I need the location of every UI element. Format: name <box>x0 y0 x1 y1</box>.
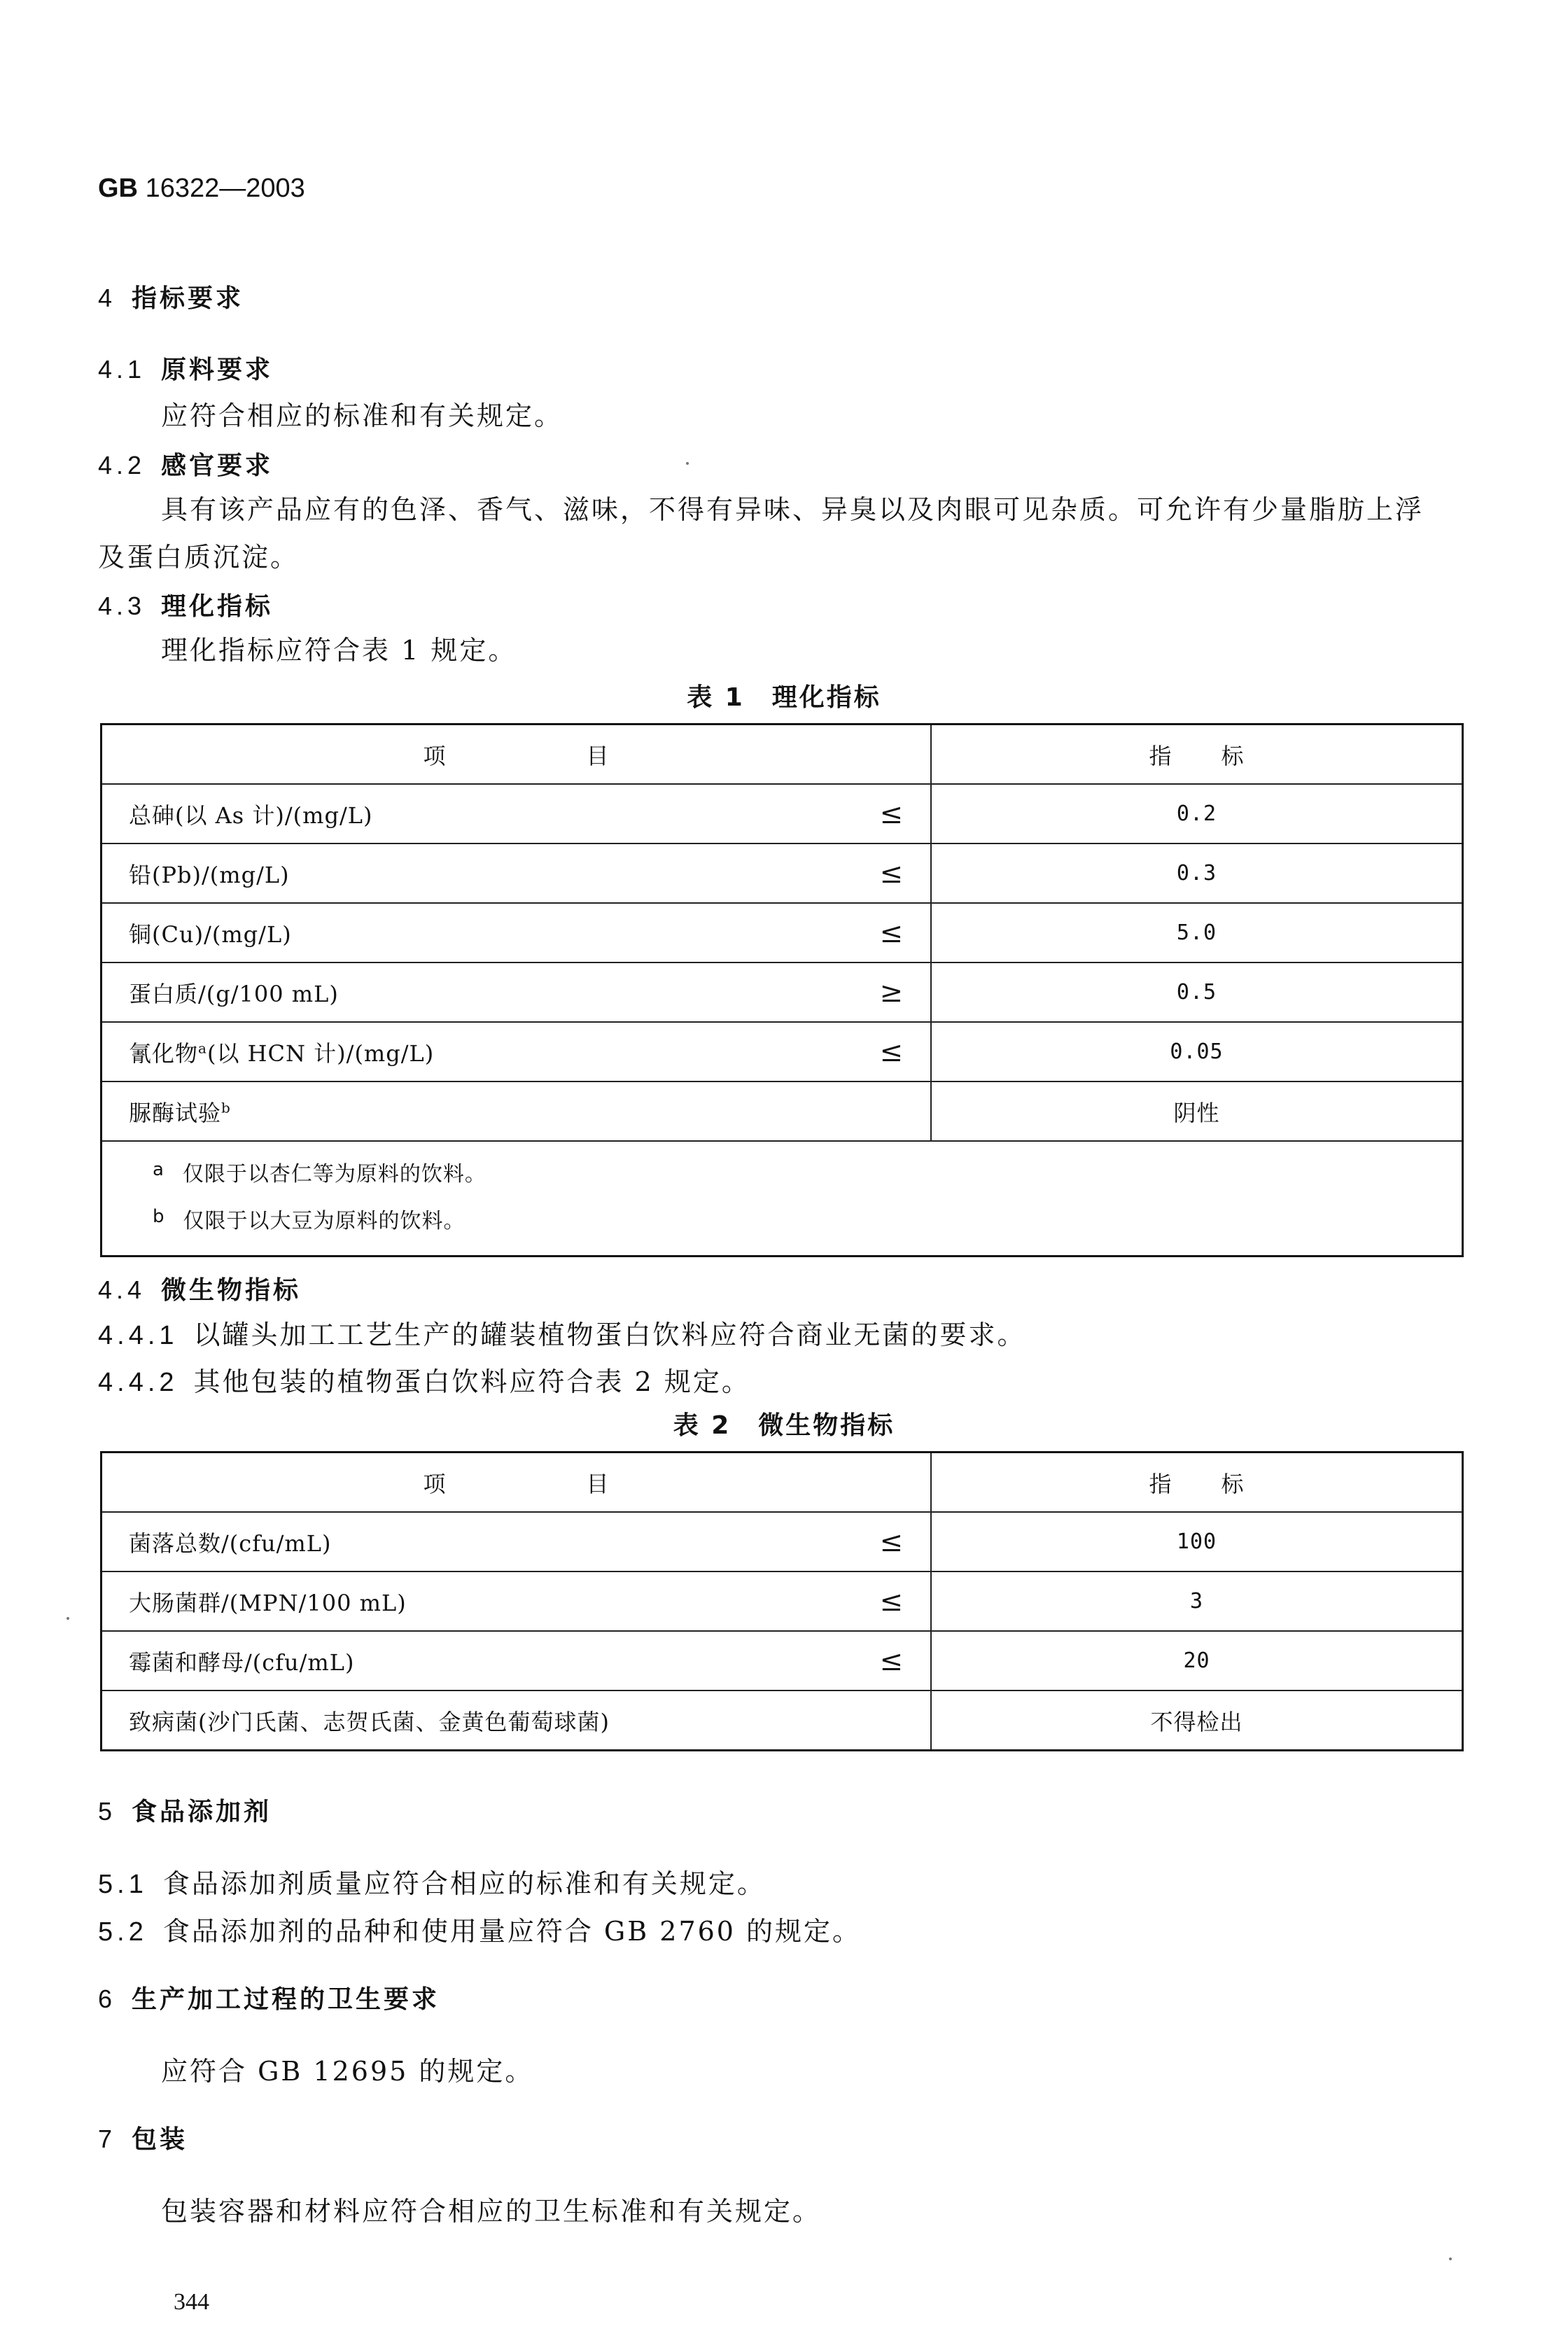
comparison-symbol: ≥ <box>879 976 904 1009</box>
table-row <box>102 1690 1463 1751</box>
section-5-1-text: 5.1 食品添加剂质量应符合相应的标准和有关规定。 <box>98 1868 766 1899</box>
table-row <box>102 903 1463 962</box>
table-row <box>102 844 1463 903</box>
table-cell-item: 铜(Cu)/(mg/L) ≤ <box>102 903 932 962</box>
section-6-heading: 6 生产加工过程的卫生要求 <box>98 1984 440 2014</box>
section-4-3-text: 理化指标应符合表 1 规定。 <box>161 635 517 666</box>
comparison-symbol: ≤ <box>879 916 904 949</box>
table-cell-item: 蛋白质/(g/100 mL) ≥ <box>102 962 932 1022</box>
table-row <box>102 962 1463 1022</box>
table-1 <box>100 723 1464 1257</box>
table-cell-item: 总砷(以 As 计)/(mg/L) ≤ <box>102 784 932 844</box>
section-4-2-text-line1: 具有该产品应有的色泽、香气、滋味，不得有异味、异臭以及肉眼可见杂质。可允许有少量脂肪上浮 <box>161 494 1424 525</box>
comparison-symbol: ≤ <box>879 1644 904 1677</box>
table-row <box>102 1082 1463 1141</box>
section-4-4-heading: 4.4 微生物指标 <box>98 1275 302 1305</box>
section-7-heading: 7 包装 <box>98 2124 188 2154</box>
section-4-4-2-text: 4.4.2 其他包装的植物蛋白饮料应符合表 2 规定。 <box>98 1366 750 1397</box>
section-5-heading: 5 食品添加剂 <box>98 1797 272 1826</box>
table-header-row <box>102 1452 1463 1513</box>
section-4-heading: 4 指标要求 <box>98 284 244 313</box>
section-4-2-text-line2: 及蛋白质沉淀。 <box>98 542 300 573</box>
table-cell-value: 100 <box>931 1512 1463 1572</box>
table-1-caption: 表 1 理化指标 <box>687 683 881 712</box>
table-2 <box>100 1451 1464 1751</box>
table-cell-value: 0.2 <box>931 784 1463 844</box>
table-row <box>102 1022 1463 1082</box>
table-row <box>102 784 1463 844</box>
table-header-item: 项 目 <box>102 724 932 785</box>
table-cell-item: 菌落总数/(cfu/mL) ≤ <box>102 1512 932 1572</box>
table-cell-value: 20 <box>931 1631 1463 1690</box>
scan-speck <box>1449 2258 1452 2260</box>
table-note: a 仅限于以杏仁等为原料的饮料。 <box>153 1159 486 1186</box>
standard-code: GB 16322—2003 <box>98 174 305 203</box>
table-row <box>102 1512 1463 1572</box>
table-header-value: 指 标 <box>931 724 1463 785</box>
section-4-3-heading: 4.3 理化指标 <box>98 592 274 621</box>
table-note: b 仅限于以大豆为原料的饮料。 <box>153 1206 465 1233</box>
table-cell-value: 0.05 <box>931 1022 1463 1082</box>
footnote-marker: b <box>221 1098 231 1116</box>
section-5-2-text: 5.2 食品添加剂的品种和使用量应符合 GB 2760 的规定。 <box>98 1916 862 1947</box>
comparison-symbol: ≤ <box>879 857 904 890</box>
section-6-text: 应符合 GB 12695 的规定。 <box>161 2056 534 2087</box>
section-7-text: 包装容器和材料应符合相应的卫生标准和有关规定。 <box>161 2196 822 2227</box>
comparison-symbol: ≤ <box>879 1035 904 1068</box>
section-4-4-1-text: 4.4.1 以罐头加工工艺生产的罐装植物蛋白饮料应符合商业无菌的要求。 <box>98 1320 1026 1350</box>
table-cell-item: 铅(Pb)/(mg/L) ≤ <box>102 844 932 903</box>
comparison-symbol: ≤ <box>879 1525 904 1558</box>
table-row <box>102 1572 1463 1631</box>
table-cell-value: 5.0 <box>931 903 1463 962</box>
table-2-caption: 表 2 微生物指标 <box>673 1411 895 1440</box>
table-cell-value: 不得检出 <box>931 1690 1463 1751</box>
table-header-row <box>102 724 1463 785</box>
table-notes-row <box>102 1141 1463 1256</box>
table-cell-item: 脲酶试验$^b$ <box>102 1082 932 1141</box>
table-header-value: 指 标 <box>931 1452 1463 1513</box>
table-cell-item: 氰化物$^a$(以 HCN 计)/(mg/L) ≤ <box>102 1022 932 1082</box>
table-cell-value: 0.3 <box>931 844 1463 903</box>
section-4-1-heading: 4.1 原料要求 <box>98 355 274 384</box>
table-header-item: 项 目 <box>102 1452 932 1513</box>
comparison-symbol: ≤ <box>879 1585 904 1618</box>
footnote-marker: a <box>198 1039 207 1056</box>
page-number: 344 <box>174 2289 209 2315</box>
table-cell-item: 霉菌和酵母/(cfu/mL) ≤ <box>102 1631 932 1690</box>
table-cell-value: 阴性 <box>931 1082 1463 1141</box>
table-cell-value: 3 <box>931 1572 1463 1631</box>
table-cell-item: 致病菌(沙门氏菌、志贺氏菌、金黄色葡萄球菌) <box>102 1690 932 1751</box>
table-cell-item: 大肠菌群/(MPN/100 mL) ≤ <box>102 1572 932 1631</box>
section-4-1-text: 应符合相应的标准和有关规定。 <box>161 400 564 431</box>
table-row <box>102 1631 1463 1690</box>
section-4-2-heading: 4.2 感官要求 <box>98 451 274 480</box>
table-cell-value: 0.5 <box>931 962 1463 1022</box>
scan-speck <box>686 462 689 465</box>
scan-speck <box>66 1617 69 1620</box>
table-notes <box>102 1141 1463 1256</box>
comparison-symbol: ≤ <box>879 797 904 830</box>
